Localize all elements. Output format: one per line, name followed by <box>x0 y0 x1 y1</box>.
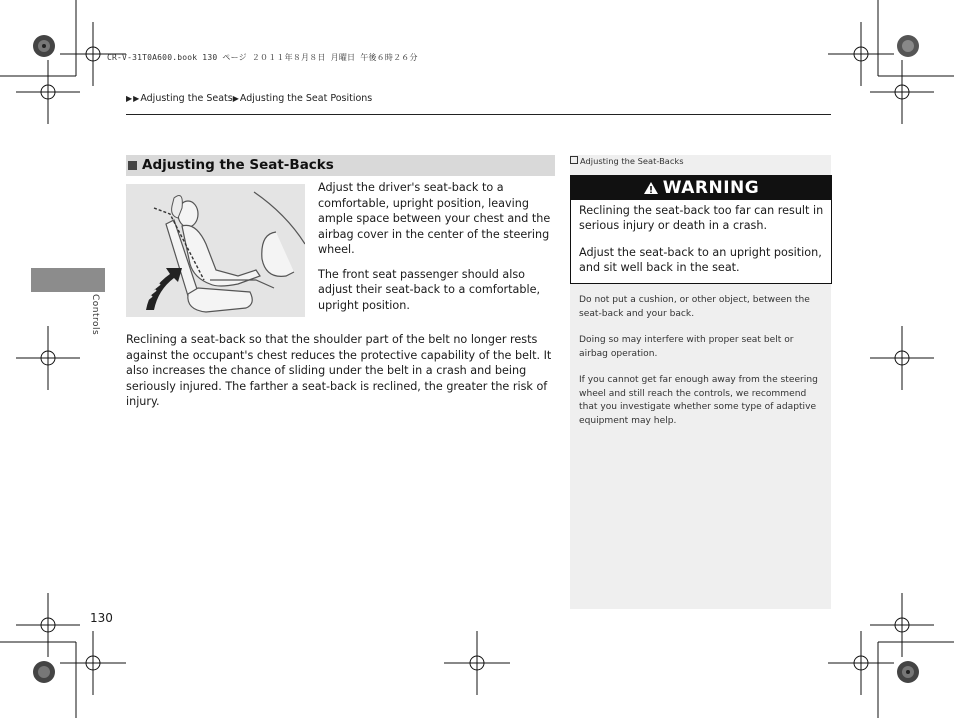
warning-paragraph: Reclining the seat-back too far can result in serious injury or death in a crash. <box>579 204 824 232</box>
sidebar-reference-label: Adjusting the Seat-Backs <box>580 156 684 166</box>
book-file-header: CR-V-31T0A600.book 130 ページ ２０１１年８月８日 月曜日 午後６時２６分 <box>107 53 418 62</box>
square-bullet-icon <box>128 161 137 170</box>
sidebar-reference[interactable] <box>570 156 684 166</box>
warning-title: WARNING <box>662 178 760 198</box>
page-number: 130 <box>90 611 113 625</box>
intro-text <box>318 180 558 322</box>
breadcrumb <box>126 93 372 104</box>
warning-body <box>579 203 825 287</box>
warning-paragraph: Adjust the seat-back to an upright position, and sit well back in the seat. <box>579 246 822 274</box>
intro-paragraph-passenger: The front seat passenger should also adjust their seat-back to a comfortable, upright position. <box>318 267 541 312</box>
breadcrumb-arrow-icon: ▶ <box>232 94 239 103</box>
reference-box-icon <box>570 156 578 164</box>
breadcrumb-item-seat-positions[interactable]: Adjusting the Seat Positions <box>239 93 373 104</box>
warning-header <box>571 176 831 200</box>
header-divider <box>126 114 831 115</box>
chapter-tab-label: Controls <box>90 294 100 336</box>
breadcrumb-arrow-icon: ▶ <box>133 94 140 103</box>
sidebar-note: Do not put a cushion, or other object, between the seat-back and your back. <box>579 295 810 319</box>
body-paragraph-recline-risk: Reclining a seat-back so that the shoulder part of the belt no longer rests against the occupant's chest reduces the protective capability of the belt. It also increases the chance of sliding under the belt in a crash and being seriously injured. The farther a seat-back is reclined, the greater the risk of injury. <box>126 333 552 408</box>
seat-back-adjust-illustration <box>126 184 305 317</box>
chapter-tab <box>31 268 105 292</box>
intro-paragraph-driver: Adjust the driver's seat-back to a comfortable, upright position, leaving ample space between your chest and the airbag cover in the center of the steering wheel. <box>318 181 551 256</box>
sidebar-note: If you cannot get far enough away from the steering wheel and still reach the controls, we recommend that you investigate whether some type of adaptive equipment may help. <box>579 375 818 426</box>
warning-box <box>570 175 832 284</box>
sidebar-notes <box>579 294 825 441</box>
section-title: Adjusting the Seat-Backs <box>142 157 334 173</box>
breadcrumb-arrow-icon: ▶ <box>126 94 133 103</box>
breadcrumb-item-seats[interactable]: Adjusting the Seats <box>140 93 233 104</box>
warning-triangle-icon <box>643 181 659 195</box>
sidebar-note: Doing so may interfere with proper seat belt or airbag operation. <box>579 335 794 359</box>
